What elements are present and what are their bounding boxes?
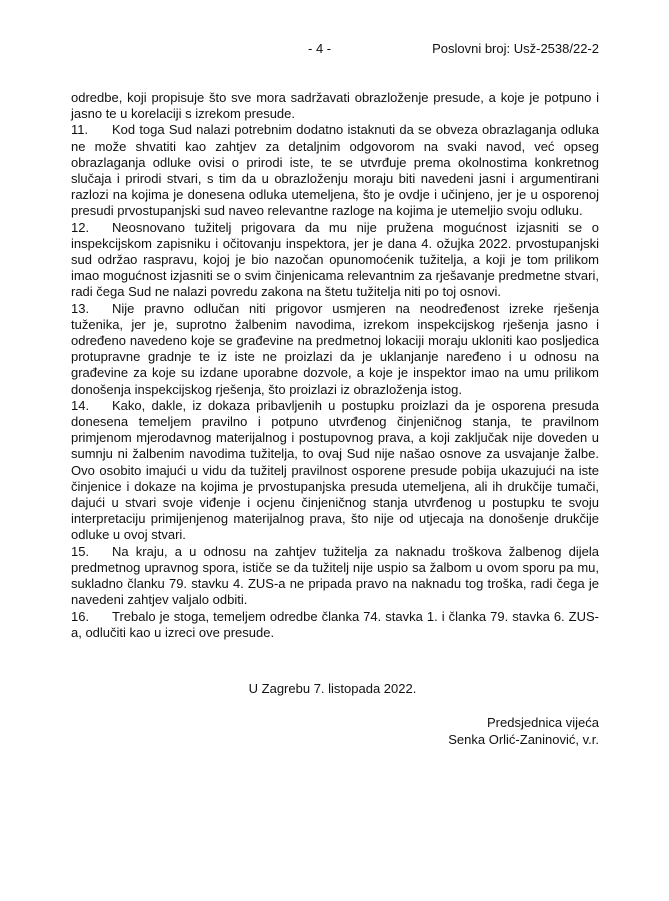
signature-block (448, 714, 599, 748)
case-number: Poslovni broj: Usž-2538/22-2 (432, 41, 599, 56)
paragraph-text: Nije pravno odlučan niti prigovor usmjeren na neodređenost izreke rješenja tuženika, jer je, suprotno žalbenim navodima, izrekom inspekcijskog rješenja jasno i određeno navedeno koje se građevine na predmetnoj lokaciji moraju ukloniti kao posljedica protupravne gradnje te iz iste ne proizlazi da je uklanjanje naređeno i u odnosu na građevine za koje su izdane uporabne dozvole, a koje je inspektor imao na umu prilikom donošenja inspekcijskog rješenja, što proizlazi iz obrazloženja istog. (71, 300, 599, 397)
paragraph-text: Kako, dakle, iz dokaza pribavljenih u postupku proizlazi da je osporena presuda donesena temeljem pravilno i potpuno utvrđenog činjeničnog stanja, te pravilnom primjenom mjerodavnog materijalnog i postupovnog prava, a koji zaključak nije doveden u sumnju ni žalbenim navodima tužitelja, to ovaj Sud nije našao osnove za usvajanje žalbe. Ovo osobito imajući u vidu da tužitelj pravilnost osporene presude pobija ukazujući na iste činjenice i dokaze na kojima je prvostupanjska presuda utemeljena, ali ih drukčije tumači, dajući u stvari svoje viđenje i ocjenu činjeničnog stanja utvrđenog u postupku te svoju interpretaciju primijenjenog materijalnog prava, što nije od utjecaja na donošenje drukčije odluke u ovoj stvari. (71, 397, 599, 543)
paragraph-13 (71, 301, 599, 398)
paragraph-text: Trebalo je stoga, temeljem odredbe članka 74. stavka 1. i članka 79. stavka 6. ZUS-a, odlučiti kao u izreci ove presude. (71, 608, 599, 640)
place-and-date (0, 681, 669, 696)
paragraph-11 (71, 122, 599, 219)
paragraph-number: 11. (71, 122, 89, 138)
paragraph-text: Na kraju, a u odnosu na zahtjev tužitelja za naknadu troškova žalbenog dijela predmetnog upravnog spora, ističe se da tužitelj nije uspio sa žalbom u ovom sporu pa mu, sukladno članku 79. stavku 4. ZUS-a ne pripada pravo na naknadu tog troška, radi čega je navedeni zahtjev valjalo odbiti. (71, 543, 599, 608)
signature-name: Senka Orlić-Zaninović, v.r. (448, 732, 599, 747)
paragraph-number: 15. (71, 543, 90, 559)
paragraph-number: 13. (71, 300, 90, 316)
paragraph-text: Neosnovano tužitelj prigovara da mu nije pružena mogućnost izjasniti se o inspekcijskom zapisniku i očitovanju inspektora, jer je dana 4. ožujka 2022. prvostupanjski sud održao raspravu, kojoj je bio nazočan opunomoćenik tužitelja, a koji je tom prilikom imao mogućnost izjasniti se o svim činjenicama relevantnim za rješavanje predmetne stvari, radi čega Sud ne nalazi povredu zakona na štetu tužitelja niti po toj osnovi. (71, 219, 599, 300)
signature-title: Predsjednica vijeća (486, 715, 599, 730)
continuation-paragraph: odredbe, koji propisuje što sve mora sadržavati obrazloženje presude, a koje je potpuno i jasno te u korelaciji s izrekom presude. (71, 90, 599, 122)
paragraph-number: 14. (71, 397, 90, 413)
paragraph-15 (71, 544, 599, 609)
paragraph-16 (71, 609, 599, 641)
page-number: - 4 - (308, 41, 332, 56)
paragraph-number: 16. (71, 608, 90, 624)
paragraph-14 (71, 398, 599, 544)
paragraph-12 (71, 220, 599, 301)
paragraph-number: 12. (71, 219, 90, 235)
page-header (0, 41, 669, 59)
place-date-text: U Zagrebu 7. listopada 2022. (248, 681, 417, 696)
document-body (71, 90, 599, 641)
paragraph-text: Kod toga Sud nalazi potrebnim dodatno istaknuti da se obveza obrazlaganja odluka ne može shvatiti kao zahtjev za detaljnim odgovorom na svaki navod, već opseg obrazlaganja odluke ovisi o prirodi iste, te se utvrđuje prema okolnostima konkretnog slučaja i prirodi stvari, s tim da u obrazloženju moraju biti navedeni jasni i argumentirani razlozi na kojima je donesena odluka utemeljena, što je ovdje i učinjeno, jer je u osporenoj presudi prvostupanjski sud naveo relevantne razloge na kojima je utemeljio svoju odluku. (71, 122, 599, 219)
